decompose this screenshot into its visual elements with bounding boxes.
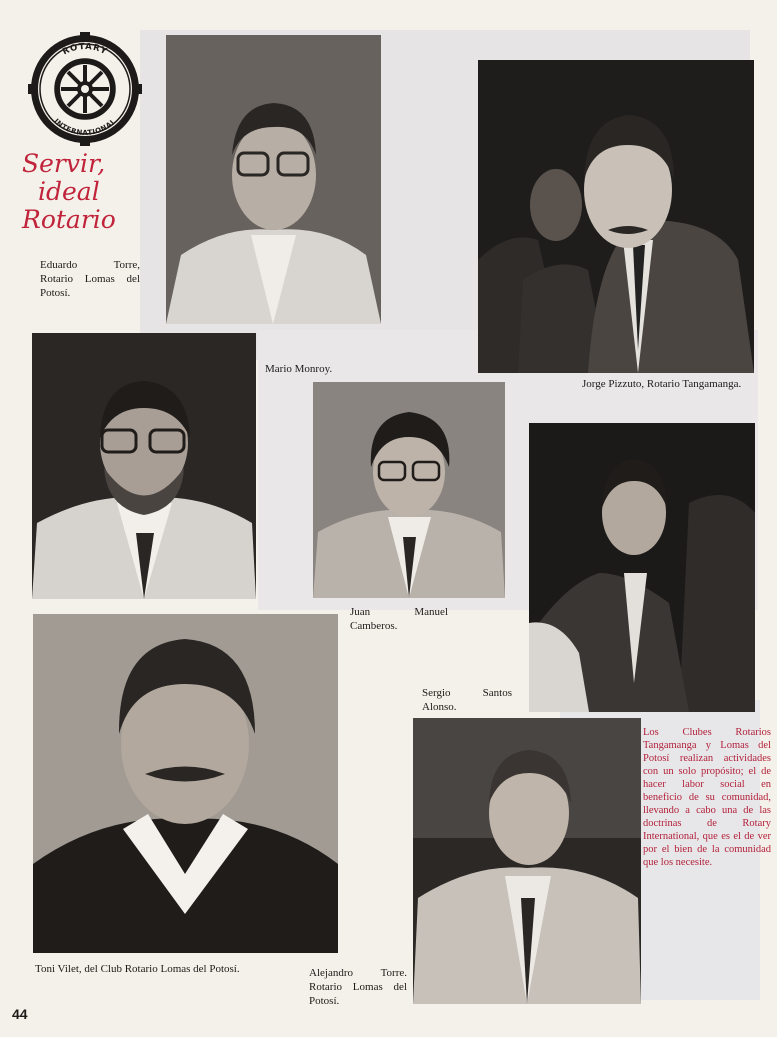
sidebar-text: Los Clubes Rotarios Tangamanga y Lomas del Potosí realizan actividades con un solo propósito; el de hacer labor social en beneficio de su comunidad, llevando a cabo una de las doctrinas de Rotary International, que es el de ver por el bien de la comunidad que los necesite. bbox=[643, 727, 771, 868]
photo-alejandro-torre bbox=[413, 718, 641, 1004]
logo-bottom-text: INTERNATIONAL bbox=[52, 117, 118, 138]
caption-alejandro-torre: Alejandro Torre. Rotario Lomas del Potosí. bbox=[309, 967, 407, 1007]
logo-top-text: ROTARY bbox=[61, 41, 109, 58]
photo-toni-vilet bbox=[33, 614, 338, 953]
title-line-1: Servir, bbox=[22, 149, 106, 178]
caption-sergio-santos-alonso: Sergio Santos Alonso. bbox=[422, 687, 512, 713]
caption-toni-vilet: Toni Vilet, del Club Rotario Lomas del Potosí. bbox=[35, 963, 240, 975]
photo-mario-monroy bbox=[32, 333, 256, 599]
title-line-3: Rotario bbox=[22, 205, 116, 234]
page-number: 44 bbox=[12, 1006, 28, 1022]
rotary-wheel-icon bbox=[28, 32, 142, 146]
title-line-2: ideal bbox=[38, 177, 100, 206]
caption-eduardo-torre: Eduardo Torre, Rotario Lomas del Potosí. bbox=[40, 259, 140, 299]
page-title bbox=[22, 150, 172, 234]
caption-jorge-pizzuto: Jorge Pizzuto, Rotario Tangamanga. bbox=[582, 378, 742, 390]
photo-sergio-santos-alonso bbox=[529, 423, 755, 712]
photo-jorge-pizzuto bbox=[478, 60, 754, 373]
photo-eduardo-torre bbox=[166, 35, 381, 324]
photo-juan-manuel-camberos bbox=[313, 382, 505, 598]
caption-mario-monroy: Mario Monroy. bbox=[265, 363, 333, 375]
caption-juan-manuel-camberos: Juan Manuel Camberos. bbox=[350, 606, 448, 632]
rotary-logo bbox=[28, 32, 142, 146]
